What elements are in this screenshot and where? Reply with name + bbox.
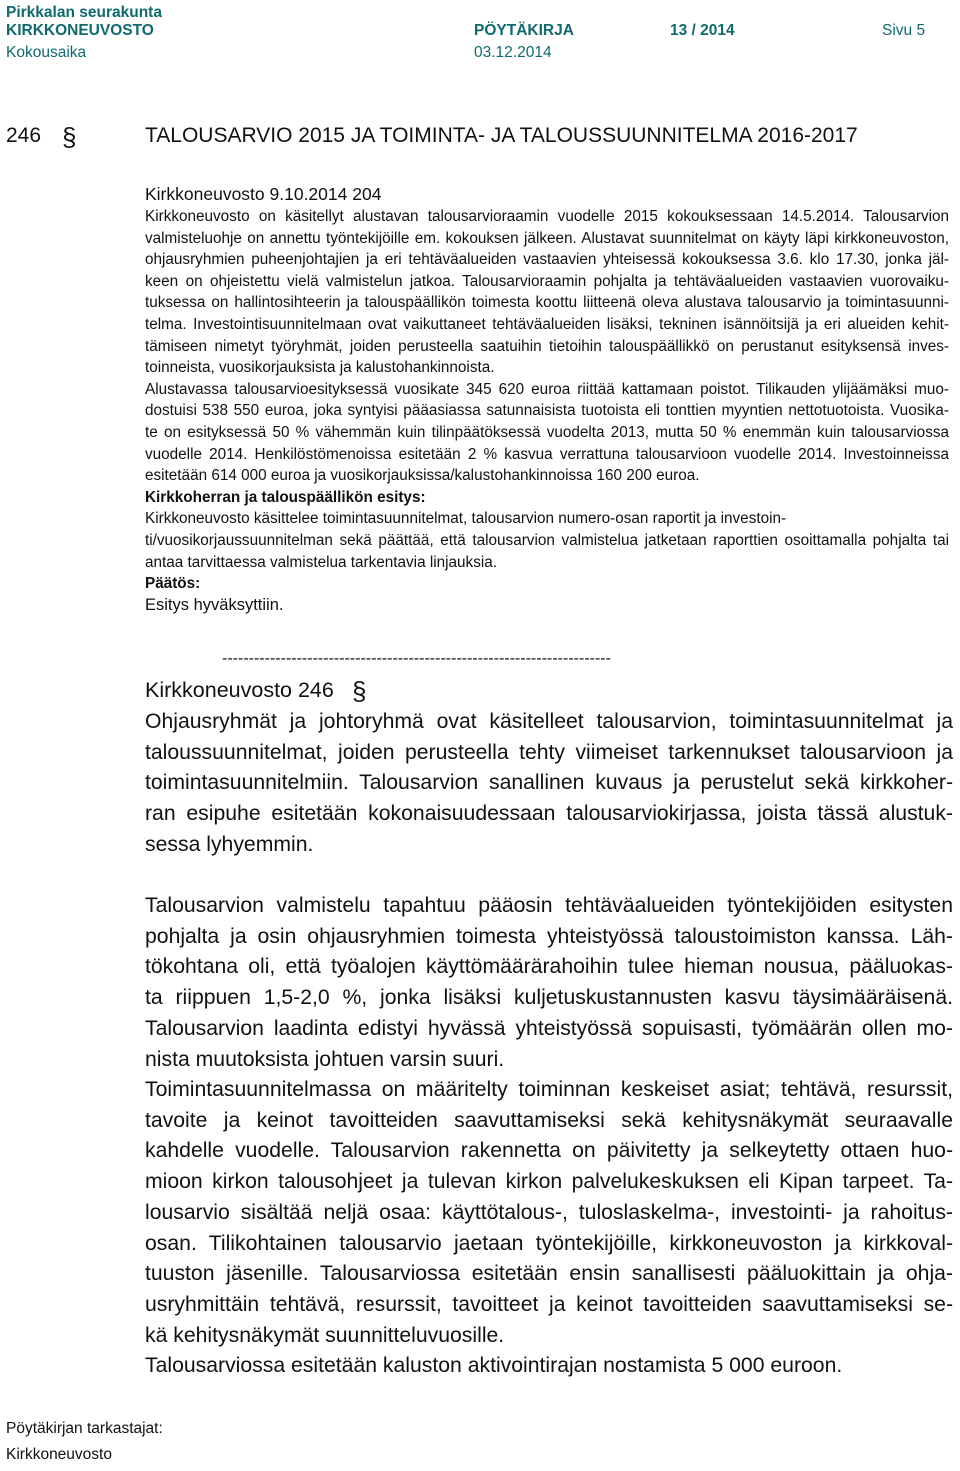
proposal-heading: Kirkkoherran ja talouspäällikön esitys: [145,488,426,506]
text-line: nista muutoksista johtuen varsin suuri. [145,1047,505,1071]
text-line: Talousarviossa esitetään kaluston aktivointirajan nostamista 5 000 euroon. [145,1354,843,1377]
text-line: tuksessa on hallintosihteerin ja talouspäällikön toimesta koottu liitteenä oleva alustava talousarvio ja toimintasuunni- [145,294,949,312]
text-line: taloussuunnitelmat, joiden perusteella tehty viimeiset tarkennukset talousarvioon ja [145,740,953,764]
text-line: osan. Tilikohtainen talousarvio jaetaan työntekijöille, kirkkoneuvoston ja kirkkoval- [145,1231,953,1255]
text-line: usryhmittäin tehtävä, resurssit, tavoitteet ja keinot tavoitteiden saavuttamiseksi se- [145,1292,953,1316]
doc-type: PÖYTÄKIRJA [474,22,574,39]
text-line: Toimintasuunnitelmassa on määritelty toiminnan keskeiset asiat; tehtävä, resurssit, [145,1078,953,1101]
footer-check-label: Pöytäkirjan tarkastajat: [6,1420,163,1437]
meeting-time-label: Kokousaika [6,44,87,61]
text-line: Kirkkoneuvosto käsittelee toimintasuunnitelmat, talousarvion numero-osan raportit ja investoin- [145,510,787,528]
text-line: Talousarvion valmistelu tapahtuu pääosin tehtäväalueiden työntekijöiden esitysten [145,894,953,917]
text-line: Ohjausryhmät ja johtoryhmä ovat käsitelleet talousarvion, toimintasuunnitelmat ja [145,710,953,733]
org-name: Pirkkalan seurakunta [6,4,162,21]
text-line: ohjausryhmien puheenjohtajien ja eri tehtäväalueiden vastaavien yhteisessä kokouksessa 3.6. klo 17.30, jonka jäl- [145,251,949,269]
text-line: sessa lyhyemmin. [145,832,314,856]
text-line: ti/vuosikorjaussuunnitelman sekä päättää, että talousarvion valmistelua jatketaan raporttien osoittamalla pohjalta tai [145,531,949,549]
prior-reference: Kirkkoneuvosto 9.10.2014 204 [145,184,382,204]
text-line: ran esipuhe esitetään kokonaisuudessaan talousarviokirjassa, joista tässä alustuk- [145,802,953,826]
current-paragraph-1 [145,707,953,861]
text-line: vuodelle 2014. Henkilöstömenoissa esitetään 2 % kasvua verrattuna talousarvioon vuodelle 2014. Investoinneissa [145,445,949,463]
current-paragraph-4 [145,1351,953,1382]
section-number: 246 [6,124,42,147]
text-line: pohjalta ja osin ohjausryhmien toimesta yhteistyössä taloustoimiston kanssa. Läh- [145,924,953,948]
text-line: telma. Investointisuunnitelmaan ovat vaikuttaneet tehtäväalueiden lisäksi, tekninen isännöitsijä ja eri alueiden kehit- [145,315,949,333]
text-line: te on esityksessä 50 % vähemmän kuin tilinpäätöksessä vuodelta 2013, mutta 50 % enemmän kuin talousarviossa [145,423,949,441]
decision-heading: Päätös: [145,575,201,593]
text-line: Talousarvion laadinta edistyi hyvässä yhteistyössä sopuisasti, työmäärän ollen mo- [145,1016,953,1040]
decision-text: Esitys hyväksyttiin. [145,595,284,614]
text-line: Kirkkoneuvosto on käsitellyt alustavan talousarvioraamin vuodelle 2015 kokouksessaan 14.5.2014. Talousarvion [145,208,949,225]
text-line: lousarvio sisältää neljä osaa: käyttötalous-, tuloslaskelma-, investointi- ja rahoitus- [145,1200,953,1224]
text-line: kä kehitysnäkymät suunnitteluvuosille. [145,1323,505,1347]
section-title: TALOUSARVIO 2015 JA TOIMINTA- JA TALOUSSUUNNITELMA 2016-2017 [145,124,858,147]
text-line: tökohtana oli, että työalojen käyttömäärärahoihin tulee hieman nousua, pääluokas- [145,955,953,979]
meeting-date: 03.12.2014 [474,44,552,61]
section-sign: § [62,122,77,152]
text-line: mioon kirkon talousohjeet ja tulevan kirkon palvelukeskuksen eli Kipan tarpeet. Ta- [145,1170,953,1194]
text-line: valmisteluohje on annettu työntekijöille em. kokouksen jälkeen. Alustavat suunnitelmat on käyty läpi kirkkoneuvoston, [145,229,949,247]
text-line: tavoite ja keinot tavoitteiden saavuttamiseksi sekä kehitysnäkymät seuraavalle [145,1108,953,1132]
current-reference: Kirkkoneuvosto 246 [145,678,334,702]
current-paragraph-2 [145,891,953,1075]
text-line: Alustavassa talousarvioesityksessä vuosikate 345 620 euroa riittää kattamaan poistot. Tilikauden ylijäämäksi muo- [145,380,949,398]
text-line: antaa tarvittaessa valmistelua tarkentavia linjauksia. [145,553,498,571]
footer-body: Kirkkoneuvosto [6,1446,112,1463]
body-name: KIRKKONEUVOSTO [6,22,154,39]
text-line: toimintasuunnitelmiin. Talousarvion sanallinen kuvaus ja perustelut sekä kirkkoher- [145,771,953,795]
text-line: tämiseen nimetyt työryhmät, joiden perusteella saatuihin tietoihin talouspäällikkö on perustanut esityksensä inves- [145,337,949,355]
text-line: dostuisi 538 550 euroa, joka syntyisi pääasiassa satunnaisista tuotoista eli tonttien myyntien nettotuotoista. Vuosika- [145,402,949,420]
text-line: esitetään 614 000 euroa ja vuosikorjauksissa/kalustohankinnoissa 160 200 euroa. [145,467,700,485]
text-line: tuuston jäsenille. Talousarviossa esitetään ensin sanallisesti pääluokittain ja ohja- [145,1262,953,1286]
doc-number: 13 / 2014 [670,22,735,39]
prior-text [145,206,949,616]
text-line: toinneista, vuosikorjauksista ja kalustohankinnoista. [145,359,495,377]
text-line: kahdelle vuodelle. Talousarvion rakennetta on päivitetty ja selkeytetty ottaen huo- [145,1139,953,1163]
page-number: Sivu 5 [882,22,926,39]
current-sign: § [352,676,367,706]
text-line: keen on ohjeistettu vielä valmistelun jatkoa. Talousarvioraamin pohjalta ja tehtäväalueiden vastaavien vuorovaiku- [145,272,949,290]
current-paragraph-3 [145,1075,953,1351]
text-line: ta riippuen 1,5-2,0 %, jonka lisäksi kuljetuskustannusten kasvu täysimääräisenä. [145,986,953,1010]
separator-line: ------------------------------------------------------------------------- [222,650,611,667]
